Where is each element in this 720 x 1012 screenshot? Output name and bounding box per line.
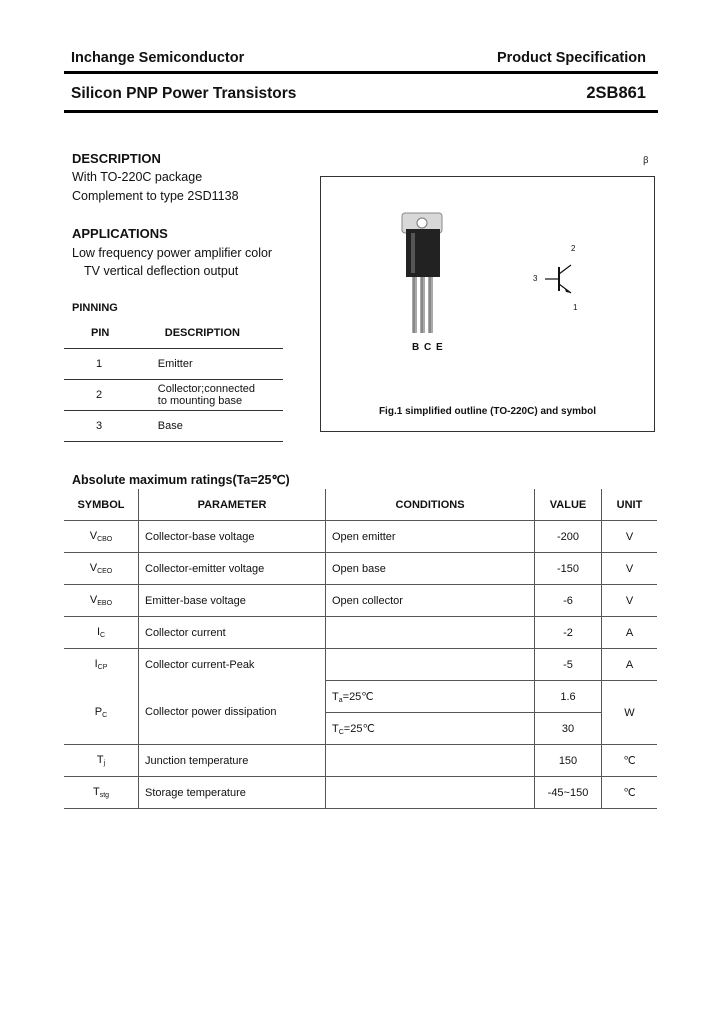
pin-column-header: PIN — [91, 327, 110, 339]
bullet-glyph-icon: ꞵ — [643, 155, 649, 165]
table-row — [64, 585, 657, 617]
rating-symbol: $T_j$ — [64, 745, 139, 777]
description-item: Complement to type 2SD1138 — [72, 189, 239, 203]
rating-condition: Open emitter — [326, 521, 535, 553]
package-pin-labels: B C E — [412, 342, 443, 353]
pin-description: Base — [157, 411, 283, 442]
header-rule-top — [64, 71, 658, 74]
product-line: Silicon PNP Power Transistors — [71, 85, 297, 102]
pinning-table — [64, 318, 283, 442]
table-row — [64, 649, 657, 681]
rating-parameter: Collector current — [139, 617, 326, 649]
rating-symbol: $I_C$ — [64, 617, 139, 649]
symbol-label-emitter: 1 — [573, 303, 578, 312]
rating-parameter: Storage temperature — [139, 777, 326, 809]
rating-condition — [326, 777, 535, 809]
rating-symbol: $I_{CP}$ — [64, 649, 139, 681]
rating-value: 1.6 — [535, 681, 602, 713]
rating-value: 150 — [535, 745, 602, 777]
symbol-label-collector: 2 — [571, 244, 576, 253]
rating-condition: Open base — [326, 553, 535, 585]
application-item: TV vertical deflection output — [84, 264, 239, 278]
rating-value: -2 — [535, 617, 602, 649]
table-row — [64, 553, 657, 585]
parameter-column-header: PARAMETER — [139, 489, 326, 521]
rating-value: -6 — [535, 585, 602, 617]
rating-parameter: Collector-base voltage — [139, 521, 326, 553]
unit-column-header: UNIT — [602, 489, 658, 521]
pin-description: Collector;connected to mounting base — [157, 380, 283, 411]
description-item: With TO-220C package — [72, 170, 203, 184]
document-type: Product Specification — [496, 50, 646, 66]
rating-unit: V — [602, 521, 658, 553]
table-row — [64, 681, 657, 713]
rating-unit: A — [602, 649, 658, 681]
table-row — [64, 349, 283, 380]
rating-unit: ℃ — [602, 745, 658, 777]
rating-parameter: Junction temperature — [139, 745, 326, 777]
table-row — [64, 521, 657, 553]
pin-number: 3 — [64, 411, 157, 442]
rating-symbol: $T_{stg}$ — [64, 777, 139, 809]
pin-number: 2 — [64, 380, 157, 411]
rating-unit: A — [602, 617, 658, 649]
rating-value: -150 — [535, 553, 602, 585]
value-column-header: VALUE — [535, 489, 602, 521]
rating-condition — [326, 617, 535, 649]
part-number: 2SB861 — [586, 84, 646, 102]
rating-symbol: $P_C$ — [94, 705, 108, 719]
figure-caption: Fig.1 simplified outline (TO-220C) and symbol — [378, 406, 597, 417]
pin-number: 1 — [64, 349, 157, 380]
ratings-table — [64, 489, 657, 809]
description-column-header: DESCRIPTION — [164, 327, 240, 339]
rating-symbol: $V_{CBO}$ — [64, 521, 139, 553]
table-row — [64, 380, 283, 411]
table-row — [64, 617, 657, 649]
header-rule-bottom — [64, 110, 658, 113]
ratings-title: Absolute maximum ratings(Ta=25℃) — [72, 473, 290, 487]
ratings-header-row — [64, 489, 657, 521]
rating-condition: $T_a=25℃$ — [326, 681, 535, 713]
rating-symbol: $V_{CEO}$ — [64, 553, 139, 585]
package-figure — [320, 176, 655, 432]
symbol-label-base: 3 — [533, 274, 538, 283]
rating-parameter: Collector power dissipation — [139, 681, 326, 745]
rating-value: -5 — [535, 649, 602, 681]
rating-unit: ℃ — [602, 777, 658, 809]
pinning-title: PINNING — [72, 302, 118, 314]
rating-parameter: Collector current-Peak — [139, 649, 326, 681]
rating-value: -200 — [535, 521, 602, 553]
table-row — [64, 745, 657, 777]
description-title: DESCRIPTION — [72, 151, 161, 166]
company-name: Inchange Semiconductor — [71, 50, 245, 66]
rating-symbol: $V_{EBO}$ — [64, 585, 139, 617]
rating-parameter: Emitter-base voltage — [139, 585, 326, 617]
rating-value: -45~150 — [535, 777, 602, 809]
applications-title: APPLICATIONS — [72, 226, 168, 241]
rating-condition: $T_C=25℃$ — [326, 713, 535, 745]
symbol-column-header: SYMBOL — [77, 498, 125, 511]
table-row — [64, 777, 657, 809]
conditions-column-header: CONDITIONS — [326, 489, 535, 521]
rating-condition — [326, 649, 535, 681]
rating-parameter: Collector-emitter voltage — [139, 553, 326, 585]
pin-description: Emitter — [157, 349, 283, 380]
rating-value: 30 — [535, 713, 602, 745]
rating-unit: V — [602, 585, 658, 617]
rating-condition: Open collector — [326, 585, 535, 617]
rating-unit: V — [602, 553, 658, 585]
rating-condition — [326, 745, 535, 777]
pinning-header-row — [64, 318, 283, 349]
application-item: Low frequency power amplifier color — [72, 246, 273, 260]
rating-unit: W — [602, 681, 658, 745]
table-row — [64, 411, 283, 442]
